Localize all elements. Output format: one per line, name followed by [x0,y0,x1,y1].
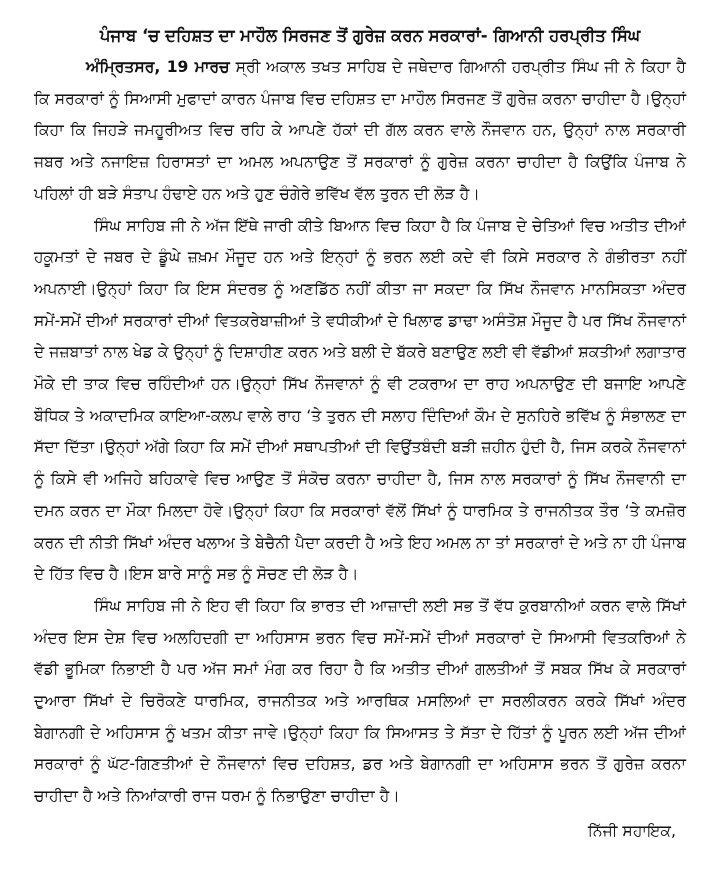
document-title: ਪੰਜਾਬ ‘ਚ ਦਹਿਸ਼ਤ ਦਾ ਮਾਹੌਲ ਸਿਰਜਣ ਤੋਂ ਗੁਰੇਜ਼ ਕਰਨ ਸਰਕਾਰਾਂ- ਗਿਆਨੀ ਹਰਪ੍ਰੀਤ ਸਿੰਘ [99,26,641,45]
paragraph-3: ਸਿੰਘ ਸਾਹਿਬ ਜੀ ਨੇ ਇਹ ਵੀ ਕਿਹਾ ਕਿ ਭਾਰਤ ਦੀ ਆਜ਼ਾਦੀ ਲਈ ਸਭ ਤੋਂ ਵੱਧ ਕੁਰਬਾਨੀਆਂ ਕਰਨ ਵਾਲੇ ਸਿੱਖਾਂ ਅੰਦਰ ਇਸ ਦੇਸ਼ ਵਿਚ ਅਲਹਿਦਗੀ ਦਾ ਅਹਿਸਾਸ ਭਰਨ ਵਿਚ ਸਮੇਂ-ਸਮੇਂ ਦੀਆਂ ਸਰਕਾਰਾਂ ਦੇ ਸਿਆਸੀ ਵਿਤਕਰਿਆਂ ਨੇ ਵੱਡੀ ਭੂਮਿਕਾ ਨਿਭਾਈ ਹੈ ਪਰ ਅੱਜ ਸਮਾਂ ਮੰਗ ਕਰ ਰਿਹਾ ਹੈ ਕਿ ਅਤੀਤ ਦੀਆਂ ਗਲਤੀਆਂ ਤੋਂ ਸਬਕ ਸਿੱਖ ਕੇ ਸਰਕਾਰਾਂ ਦੁਆਰਾ ਸਿੱਖਾਂ ਦੇ ਚਿਰੋਕਣੇ ਧਾਰਮਿਕ, ਰਾਜਨੀਤਕ ਅਤੇ ਆਰਥਿਕ ਮਸਲਿਆਂ ਦਾ ਸਰਲੀਕਰਨ ਕਰਕੇ ਸਿੱਖਾਂ ਅੰਦਰ ਬੇਗਾਨਗੀ ਦੇ ਅਹਿਸਾਸ ਨੂੰ ਖਤਮ ਕੀਤਾ ਜਾਵੇ।ਉਨ੍ਹਾਂ ਕਿਹਾ ਕਿ ਸਿਆਸਤ ਤੇ ਸੱਤਾ ਦੇ ਹਿੱਤਾਂ ਨੂੰ ਪੂਰਨ ਲਈ ਅੱਜ ਦੀਆਂ ਸਰਕਾਰਾਂ ਨੂੰ ਘੱਟ-ਗਿਣਤੀਆਂ ਦੇ ਨੌਜਵਾਨਾਂ ਵਿਚ ਦਹਿਸ਼ਤ, ਡਰ ਅਤੇ ਬੇਗਾਨਗੀ ਦਾ ਅਹਿਸਾਸ ਭਰਨ ਤੋਂ ਗੁਰੇਜ਼ ਕਰਨਾ ਚਾਹੀਦਾ ਹੈ ਅਤੇ ਨਿਆਂਕਾਰੀ ਰਾਜ ਧਰਮ ਨੂੰ ਨਿਭਾਉਣਾ ਚਾਹੀਦਾ ਹੈ। [34,596,686,806]
paragraph-1 [34,52,686,211]
paragraph-2: ਸਿੰਘ ਸਾਹਿਬ ਜੀ ਨੇ ਅੱਜ ਇੱਥੇ ਜਾਰੀ ਕੀਤੇ ਬਿਆਨ ਵਿਚ ਕਿਹਾ ਹੈ ਕਿ ਪੰਜਾਬ ਦੇ ਚੇਤਿਆਂ ਵਿਚ ਅਤੀਤ ਦੀਆਂ ਹਕੂਮਤਾਂ ਦੇ ਜਬਰ ਦੇ ਡੂੰਘੇ ਜ਼ਖ਼ਮ ਮੌਜੂਦ ਹਨ ਅਤੇ ਇਨ੍ਹਾਂ ਨੂੰ ਭਰਨ ਲਈ ਕਦੇ ਵੀ ਕਿਸੇ ਸਰਕਾਰ ਨੇ ਗੰਭੀਰਤਾ ਨਹੀਂ ਅਪਨਾਈ।ਉਨ੍ਹਾਂ ਕਿਹਾ ਕਿ ਇਸ ਸੰਦਰਭ ਨੂੰ ਅਣਡਿੱਠ ਨਹੀਂ ਕੀਤਾ ਜਾ ਸਕਦਾ ਕਿ ਸਿੱਖ ਨੌਜਵਾਨ ਮਾਨਸਿਕਤਾ ਅੰਦਰ ਸਮੇਂ-ਸਮੇਂ ਦੀਆਂ ਸਰਕਾਰਾਂ ਦੀਆਂ ਵਿਤਕਰੇਬਾਜ਼ੀਆਂ ਤੇ ਵਧੀਕੀਆਂ ਦੇ ਖਿਲਾਫ ਡਾਢਾ ਅਸੰਤੋਸ਼ ਮੌਜੂਦ ਹੈ ਪਰ ਸਿੱਖ ਨੌਜਵਾਨਾਂ ਦੇ ਜਜ਼ਬਾਤਾਂ ਨਾਲ ਖੇਡ ਕੇ ਉਨ੍ਹਾਂ ਨੂੰ ਦਿਸ਼ਾਹੀਣ ਕਰਨ ਅਤੇ ਬਲੀ ਦੇ ਬੱਕਰੇ ਬਣਾਉਣ ਲਈ ਵੀ ਵੱਡੀਆਂ ਸ਼ਕਤੀਆਂ ਲਗਾਤਾਰ ਮੌਕੇ ਦੀ ਤਾਕ ਵਿਚ ਰਹਿੰਦੀਆਂ ਹਨ।ਉਨ੍ਹਾਂ ਸਿੱਖ ਨੌਜਵਾਨਾਂ ਨੂੰ ਵੀ ਟਕਰਾਅ ਦਾ ਰਾਹ ਅਪਨਾਉਣ ਦੀ ਬਜਾਇ ਆਪਣੇ ਬੌਧਿਕ ਤੇ ਅਕਾਦਮਿਕ ਕਾਇਆ-ਕਲਪ ਵਾਲੇ ਰਾਹ ‘ਤੇ ਤੁਰਨ ਦੀ ਸਲਾਹ ਦਿੰਦਿਆਂ ਕੌਮ ਦੇ ਸੁਨਹਿਰੇ ਭਵਿੱਖ ਨੂੰ ਸੰਭਾਲਣ ਦਾ ਸੱਦਾ ਦਿੱਤਾ।ਉਨ੍ਹਾਂ ਅੱਗੇ ਕਿਹਾ ਕਿ ਸਮੇਂ ਦੀਆਂ ਸਥਾਪਤੀਆਂ ਦੀ ਵਿਉਂਤਬੰਦੀ ਬੜੀ ਜ਼ਹੀਨ ਹੁੰਦੀ ਹੈ, ਜਿਸ ਕਰਕੇ ਨੌਜਵਾਨਾਂ ਨੂੰ ਕਿਸੇ ਵੀ ਅਜਿਹੇ ਬਹਿਕਾਵੇ ਵਿਚ ਆਉਣ ਤੋਂ ਸੰਕੋਚ ਕਰਨਾ ਚਾਹੀਦਾ ਹੈ, ਜਿਸ ਨਾਲ ਸਰਕਾਰਾਂ ਨੂੰ ਸਿੱਖ ਨੌਜਵਾਨੀ ਦਾ ਦਮਨ ਕਰਨ ਦਾ ਮੌਕਾ ਮਿਲਦਾ ਹੋਵੇ।ਉਨ੍ਹਾਂ ਕਿਹਾ ਕਿ ਸਰਕਾਰਾਂ ਵੱਲੋਂ ਸਿੱਖਾਂ ਨੂੰ ਧਾਰਮਿਕ ਤੇ ਰਾਜਨੀਤਕ ਤੌਰ ‘ਤੇ ਕਮਜ਼ੋਰ ਕਰਨ ਦੀ ਨੀਤੀ ਸਿੱਖਾਂ ਅੰਦਰ ਖਲਾਅ ਤੇ ਬੇਚੈਨੀ ਪੈਦਾ ਕਰਦੀ ਹੈ ਅਤੇ ਇਹ ਅਮਲ ਨਾ ਤਾਂ ਸਰਕਾਰਾਂ ਦੇ ਅਤੇ ਨਾ ਹੀ ਪੰਜਾਬ ਦੇ ਹਿੱਤ ਵਿਚ ਹੈ।ਇਸ ਬਾਰੇ ਸਾਨੂੰ ਸਭ ਨੂੰ ਸੋਚਣ ਦੀ ਲੋੜ ਹੈ। [34,216,686,584]
dateline: ਅੰਮ੍ਰਿਤਸਰ, 19 ਮਾਰਚ [86,58,230,76]
paragraph-1-text: ਸ੍ਰੀ ਅਕਾਲ ਤਖਤ ਸਾਹਿਬ ਦੇ ਜਥੇਦਾਰ ਗਿਆਨੀ ਹਰਪ੍ਰੀਤ ਸਿੰਘ ਜੀ ਨੇ ਕਿਹਾ ਹੈ ਕਿ ਸਰਕਾਰਾਂ ਨੂੰ ਸਿਆਸੀ ਮੁਫਾਦਾਂ ਕਾਰਨ ਪੰਜਾਬ ਵਿਚ ਦਹਿਸ਼ਤ ਦਾ ਮਾਹੌਲ ਸਿਰਜਣ ਤੋਂ ਗੁਰੇਜ਼ ਕਰਨਾ ਚਾਹੀਦਾ ਹੈ।ਉਨ੍ਹਾਂ ਕਿਹਾ ਕਿ ਜਿਹੜੇ ਜਮਹੂਰੀਅਤ ਵਿਚ ਰਹਿ ਕੇ ਆਪਣੇ ਹੱਕਾਂ ਦੀ ਗੱਲ ਕਰਨ ਵਾਲੇ ਨੌਜਵਾਨ ਹਨ, ਉਨ੍ਹਾਂ ਨਾਲ ਸਰਕਾਰੀ ਜਬਰ ਅਤੇ ਨਜਾਇਜ਼ ਹਿਰਾਸਤਾਂ ਦਾ ਅਮਲ ਅਪਨਾਉਣ ਤੋਂ ਸਰਕਾਰਾਂ ਨੂੰ ਗੁਰੇਜ਼ ਕਰਨਾ ਚਾਹੀਦਾ ਹੈ ਕਿਉਂਕਿ ਪੰਜਾਬ ਨੇ ਪਹਿਲਾਂ ਹੀ ਬੜੇ ਸੰਤਾਪ ਹੰਢਾਏ ਹਨ ਅਤੇ ਹੁਣ ਚੰਗੇਰੇ ਭਵਿੱਖ ਵੱਲ ਤੁਰਨ ਦੀ ਲੋੜ ਹੈ। [34,58,686,203]
signature: ਨਿੱਜੀ ਸਹਾਇਕ, [587,821,676,840]
